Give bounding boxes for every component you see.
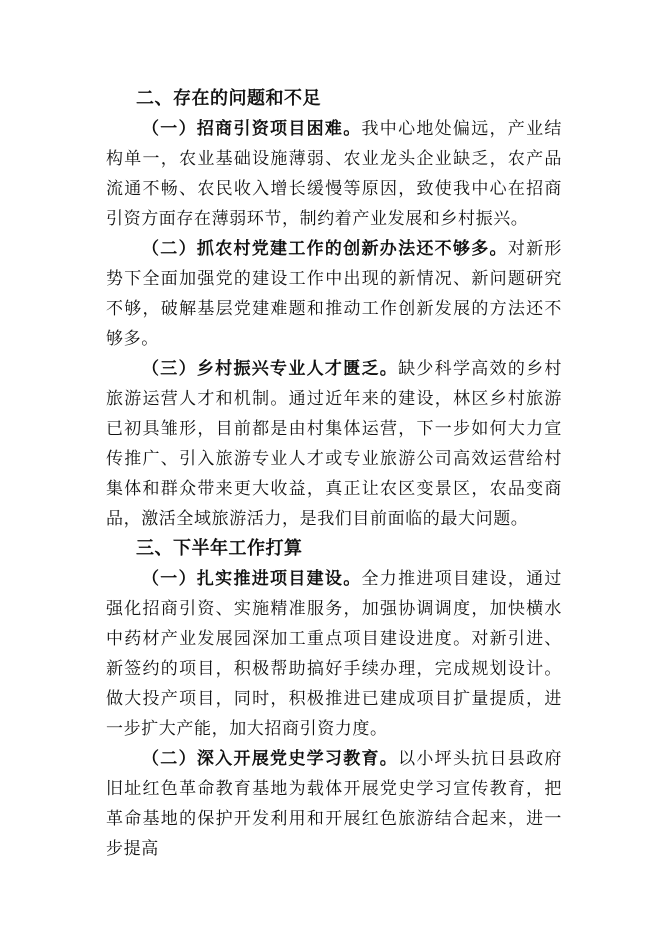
paragraph-talent-shortage [106, 354, 562, 534]
paragraph-project-construction [106, 564, 562, 744]
paragraph-lead: （一）招商引资项目困难。 [142, 119, 362, 139]
paragraph-lead: （一）扎实推进项目建设。 [142, 569, 362, 589]
paragraph-lead: （二）深入开展党史学习教育。 [142, 749, 399, 769]
paragraph-investment-difficulty [106, 114, 562, 234]
paragraph-party-history-education [106, 744, 562, 864]
section-heading-problems: 二、存在的问题和不足 [136, 88, 321, 109]
paragraph-body: 全力推进项目建设，通过强化招商引资、实施精准服务，加强协调调度，加快横水中药材产业发展园深加工重点项目建设进度。对新引进、新签约的项目，积极帮助搞好手续办理，完成规划设计。做大投产项目，同时，积极推进已建成项目扩量提质，进一步扩大产能，加大招商引资力度。 [106, 569, 562, 739]
paragraph-lead: （三）乡村振兴专业人才匮乏。 [142, 359, 399, 379]
paragraph-body: 缺少科学高效的乡村旅游运营人才和机制。通过近年来的建设，林区乡村旅游已初具雏形，目前都是由村集体运营，下一步如何大力宣传推广、引入旅游专业人才或专业旅游公司高效运营给村集体和群众带来更大收益，真正让农区变景区，农品变商品，激活全域旅游活力，是我们目前面临的最大问题。 [106, 359, 563, 529]
paragraph-party-building [106, 234, 562, 354]
section-heading-plans: 三、下半年工作打算 [136, 538, 303, 559]
paragraph-body: 我中心地处偏远，产业结构单一，农业基础设施薄弱、农业龙头企业缺乏，农产品流通不畅、农民收入增长缓慢等原因，致使我中心在招商引资方面存在薄弱环节，制约着产业发展和乡村振兴。 [106, 119, 562, 229]
paragraph-lead: （二）抓农村党建工作的创新办法还不够多。 [142, 239, 508, 259]
paragraph-body: 以小坪头抗日县政府旧址红色革命教育基地为载体开展党史学习宣传教育，把革命基地的保护开发利用和开展红色旅游结合起来，进一步提高 [106, 749, 563, 859]
paragraph-body: 对新形势下全面加强党的建设工作中出现的新情况、新问题研究不够，破解基层党建难题和推动工作创新发展的方法还不够多。 [106, 239, 562, 349]
document-page [106, 84, 562, 864]
